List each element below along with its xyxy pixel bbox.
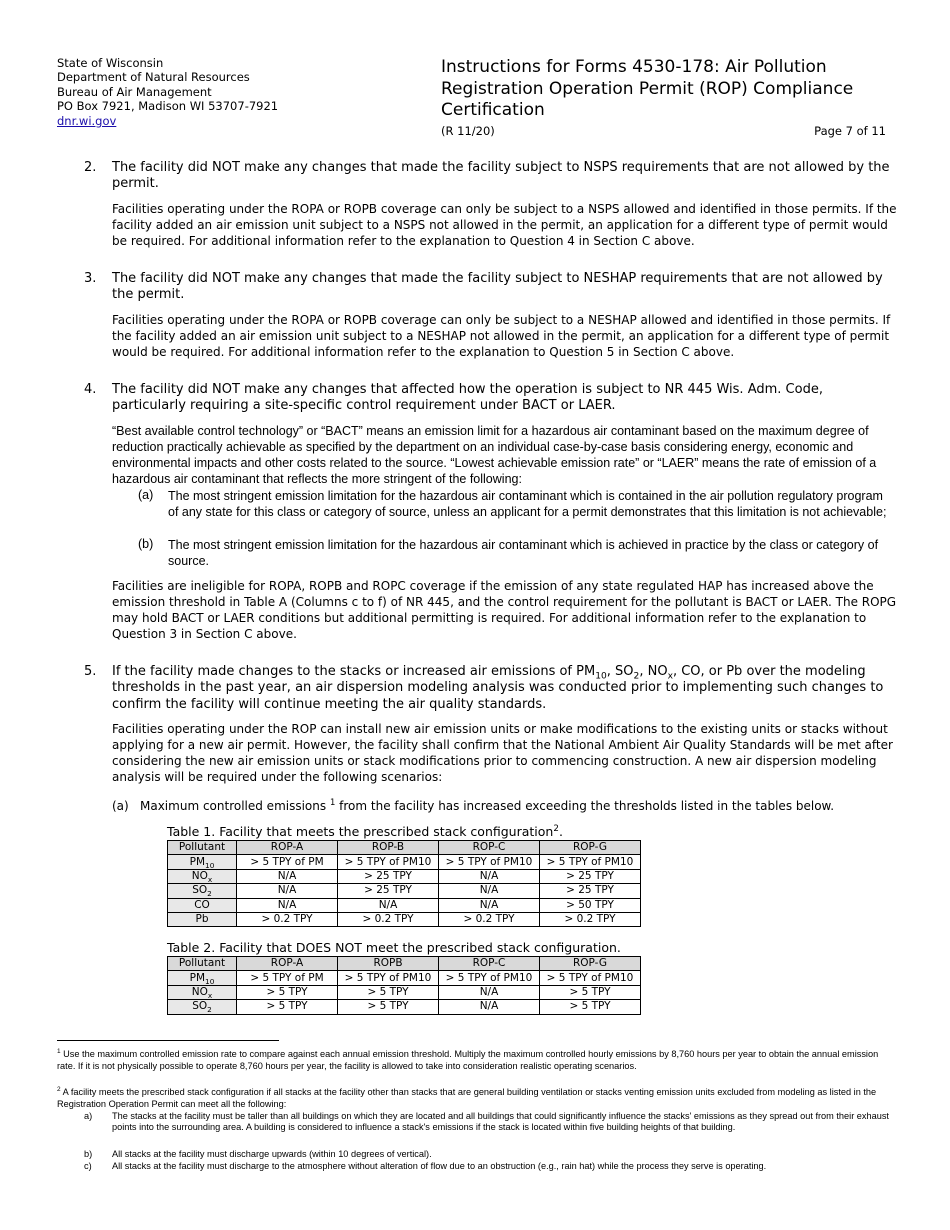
pollutant: PM — [189, 971, 206, 984]
subscript: 2 — [207, 889, 212, 899]
bact-laer-definition: “Best available control technology” or “BACT” means an emission limit for a hazardous air contaminant based on the maximum degree of reduction practically achievable as specified by the department on an individual case-by-case basis considering energy, economic and environmental impacts and other costs related to the source. “Lowest achievable emission rate” or “LAER” means the rate of emission of a hazardous air contaminant that reflects the more stringent of the following: — [112, 424, 877, 486]
revision-date: (R 11/20) — [441, 124, 495, 138]
header-cell: ROP-C — [439, 957, 540, 971]
table-cell: N/A — [237, 884, 338, 898]
table-row — [168, 985, 641, 999]
footnote-separator — [57, 1040, 279, 1041]
pollutant: NO — [191, 869, 208, 882]
item-heading: The facility did NOT make any changes that made the facility subject to NSPS requirements that are not allowed by the permit. — [112, 160, 890, 192]
table-row — [168, 912, 641, 926]
table1-caption — [167, 824, 563, 839]
footnote-sub-text: All stacks at the facility must discharge upwards (within 10 degrees of vertical). — [112, 1149, 432, 1159]
footnote-sub-label: c) — [84, 1161, 92, 1171]
table-cell: N/A — [439, 1000, 540, 1014]
table-cell: > 5 TPY — [237, 985, 338, 999]
footnote-mark: 2 — [57, 1085, 61, 1093]
pollutant: Pb — [195, 913, 209, 926]
table-cell: > 5 TPY — [237, 1000, 338, 1014]
table-cell: > 25 TPY — [338, 869, 439, 883]
pollutant-cell — [168, 884, 237, 898]
footnote-2 — [57, 1086, 887, 1110]
pollutant-cell — [168, 855, 237, 869]
header-cell: ROP-G — [540, 841, 641, 855]
subscript: 10 — [205, 976, 215, 986]
heading-text: If the facility made changes to the stacks or increased air emissions of PM — [112, 664, 596, 679]
caption-text: . — [558, 824, 563, 839]
caption-text: Table 1. Facility that meets the prescribed stack configuration — [167, 824, 554, 839]
table-header-row — [168, 957, 641, 971]
pollutant: CO — [194, 898, 210, 911]
table-cell: > 50 TPY — [540, 898, 641, 912]
table-cell: > 25 TPY — [540, 884, 641, 898]
table-cell: N/A — [237, 869, 338, 883]
agency-line: Department of Natural Resources — [57, 70, 250, 85]
header-cell: ROP-A — [237, 957, 338, 971]
header-cell: Pollutant — [168, 841, 237, 855]
header-cell: ROPB — [338, 957, 439, 971]
table-cell: > 5 TPY of PM10 — [540, 971, 641, 985]
pollutant: PM — [189, 855, 206, 868]
table-cell: > 5 TPY of PM10 — [540, 855, 641, 869]
table2-caption: Table 2. Facility that DOES NOT meet the prescribed stack configuration. — [167, 940, 621, 955]
table-row — [168, 869, 641, 883]
footnote-sub-label: a) — [84, 1111, 93, 1121]
pollutant-cell — [168, 1000, 237, 1014]
table-header-row — [168, 841, 641, 855]
table-cell: N/A — [338, 898, 439, 912]
table-row — [168, 884, 641, 898]
table-cell: > 5 TPY — [338, 1000, 439, 1014]
agency-line: Bureau of Air Management — [57, 84, 212, 99]
subscript: x — [207, 991, 213, 1001]
table-row — [168, 1000, 641, 1014]
item-body: Facilities are ineligible for ROPA, ROPB and ROPC coverage if the emission of any state regulated HAP has increased above the emission threshold in Table A (Columns c to f) of NR 445, and the control requirement for the pollutant is BACT or LAER. The ROPG may hold BACT or LAER conditions but additional permitting is required. For additional information refer to the explanation to Question 3 in Section C above. — [112, 579, 897, 641]
item-number: 4. — [84, 382, 97, 397]
table-row — [168, 855, 641, 869]
sub-text-part: from the facility has increased exceeding the thresholds listed in the tables below. — [339, 799, 835, 813]
table-cell: N/A — [439, 985, 540, 999]
website-link[interactable]: dnr.wi.gov — [57, 113, 117, 128]
pollutant-cell — [168, 898, 237, 912]
item-body: Facilities operating under the ROP can install new air emission units or make modifications to the existing units or stacks without applying for a new air permit. However, the facility shall confirm that the National Ambient Air Quality Standards will be met after considering the new air emission units or stack modifications prior to commencing construction. A new air dispersion modeling analysis will be required under the following scenarios: — [112, 722, 893, 784]
sub-label: (b) — [138, 537, 154, 551]
item-heading: The facility did NOT make any changes that made the facility subject to NESHAP requirements that are not allowed by the permit. — [112, 271, 883, 303]
item-body: Facilities operating under the ROPA or ROPB coverage can only be subject to a NESHAP allowed and identified in those permits. If the facility added an air emission unit subject to a NESHAP not allowed in the permit, an application for a different type of permit would be required. For additional information refer to the explanation to Question 5 in Section C above. — [112, 313, 891, 359]
heading-text: , NO — [639, 664, 668, 679]
footnote-mark: 1 — [57, 1047, 61, 1055]
table-cell: > 5 TPY of PM10 — [439, 855, 540, 869]
header-cell: Pollutant — [168, 957, 237, 971]
pollutant-cell — [168, 869, 237, 883]
table-cell: > 25 TPY — [540, 869, 641, 883]
pollutant-cell — [168, 985, 237, 999]
table-cell: > 0.2 TPY — [338, 912, 439, 926]
pollutant-cell — [168, 971, 237, 985]
table-cell: > 5 TPY of PM10 — [338, 971, 439, 985]
table-cell: > 5 TPY of PM — [237, 971, 338, 985]
sub-text: The most stringent emission limitation for the hazardous air contaminant which is contained in the air pollution regulatory program of any state for this class or category of source, unless an applicant for a permit demonstrates that this limitation is not achievable; — [168, 489, 887, 519]
subscript: x — [207, 875, 213, 885]
document-title: Instructions for Forms 4530-178: Air Pollution Registration Operation Permit (ROP) Compliance Certification — [441, 57, 854, 120]
subscript: 2 — [207, 1005, 212, 1015]
table-cell: > 5 TPY — [540, 1000, 641, 1014]
heading-text: , CO, or Pb over the modeling thresholds in the past year, an air dispersion modeling analysis was conducted prior to implementing such changes to confirm the facility will continue meeting the air quality standards. — [112, 664, 884, 712]
table-cell: > 0.2 TPY — [439, 912, 540, 926]
footnote-sub-text: All stacks at the facility must discharge to the atmosphere without alteration of flow due to an obstruction (e.g., rain hat) while the process they serve is operating. — [112, 1161, 767, 1171]
pollutant-cell — [168, 912, 237, 926]
table-cell: > 5 TPY — [338, 985, 439, 999]
item-body: Facilities operating under the ROPA or ROPB coverage can only be subject to a NSPS allowed and identified in those permits. If the facility added an air emission unit subject to a NSPS not allowed in the permit, an application for a different type of permit would be required. For additional information refer to the explanation to Question 4 in Section C above. — [112, 202, 897, 248]
footnote-text: Use the maximum controlled emission rate to compare against each annual emission threshold. Multiply the maximum controlled hourly emissions by 8,760 hours per year to obtain the annual emission rate. If it is not physically possible to operate 8,760 hours per year, the facility is allowed to take into consideration realistic operating scenarios. — [57, 1049, 879, 1071]
subscript: x — [667, 671, 673, 682]
item-number: 5. — [84, 664, 97, 679]
table2 — [167, 956, 641, 1015]
page-number: Page 7 of 11 — [814, 124, 886, 138]
agency-address — [57, 56, 278, 128]
table-cell: N/A — [237, 898, 338, 912]
table-cell: N/A — [439, 869, 540, 883]
header-cell: ROP-B — [338, 841, 439, 855]
pollutant: NO — [191, 985, 208, 998]
item-heading — [112, 664, 897, 713]
table-cell: > 5 TPY — [540, 985, 641, 999]
footnote-ref[interactable]: 1 — [329, 797, 336, 807]
sub-label: (a) — [112, 799, 129, 813]
table-cell: > 0.2 TPY — [540, 912, 641, 926]
agency-line: State of Wisconsin — [57, 56, 164, 70]
sub-text-part: Maximum controlled emissions — [140, 799, 327, 813]
footnote-sub-text: The stacks at the facility must be taller than all buildings on which they are located and all buildings that could significantly influence the stacks' emissions as they spread out from their exhaust points into the surrounding area. A building is considered to influence a stack's emissions if the stack is located within five building heights of that building. — [112, 1111, 889, 1133]
item-heading: The facility did NOT make any changes that affected how the operation is subject to NR 445 Wis. Adm. Code, particularly requiring a site-specific control requirement under BACT or LAER. — [112, 382, 823, 414]
sub-text: The most stringent emission limitation for the hazardous air contaminant which is achieved in practice by the class or category of source. — [168, 538, 879, 568]
footnote-ref[interactable]: 2 — [553, 823, 559, 834]
item-number: 2. — [84, 160, 97, 175]
table-cell: > 5 TPY of PM — [237, 855, 338, 869]
table-cell: > 5 TPY of PM10 — [338, 855, 439, 869]
agency-line: PO Box 7921, Madison WI 53707-7921 — [57, 99, 279, 114]
table1 — [167, 840, 641, 927]
header-cell: ROP-G — [540, 957, 641, 971]
subscript: 2 — [633, 671, 640, 682]
table-cell: > 25 TPY — [338, 884, 439, 898]
header-cell: ROP-A — [237, 841, 338, 855]
pollutant: SO — [192, 1000, 208, 1013]
footnote-1 — [57, 1048, 887, 1072]
footnote-text: A facility meets the prescribed stack configuration if all stacks at the facility other than stacks that are general building ventilation or stacks venting emission units excluded from modeling as listed in the Registration Operation Permit can meet all the following: — [57, 1087, 877, 1109]
subscript: 10 — [595, 671, 607, 682]
heading-text: , SO — [606, 664, 634, 679]
subscript: 10 — [205, 860, 215, 870]
table-cell: N/A — [439, 884, 540, 898]
footnote-sub-label: b) — [84, 1149, 93, 1159]
table-row — [168, 971, 641, 985]
item-number: 3. — [84, 271, 97, 286]
header-cell: ROP-C — [439, 841, 540, 855]
table-row — [168, 898, 641, 912]
sub-label: (a) — [138, 488, 154, 502]
sub-text — [140, 798, 834, 814]
table-cell: > 0.2 TPY — [237, 912, 338, 926]
pollutant: SO — [192, 884, 208, 897]
table-cell: N/A — [439, 898, 540, 912]
table-cell: > 5 TPY of PM10 — [439, 971, 540, 985]
